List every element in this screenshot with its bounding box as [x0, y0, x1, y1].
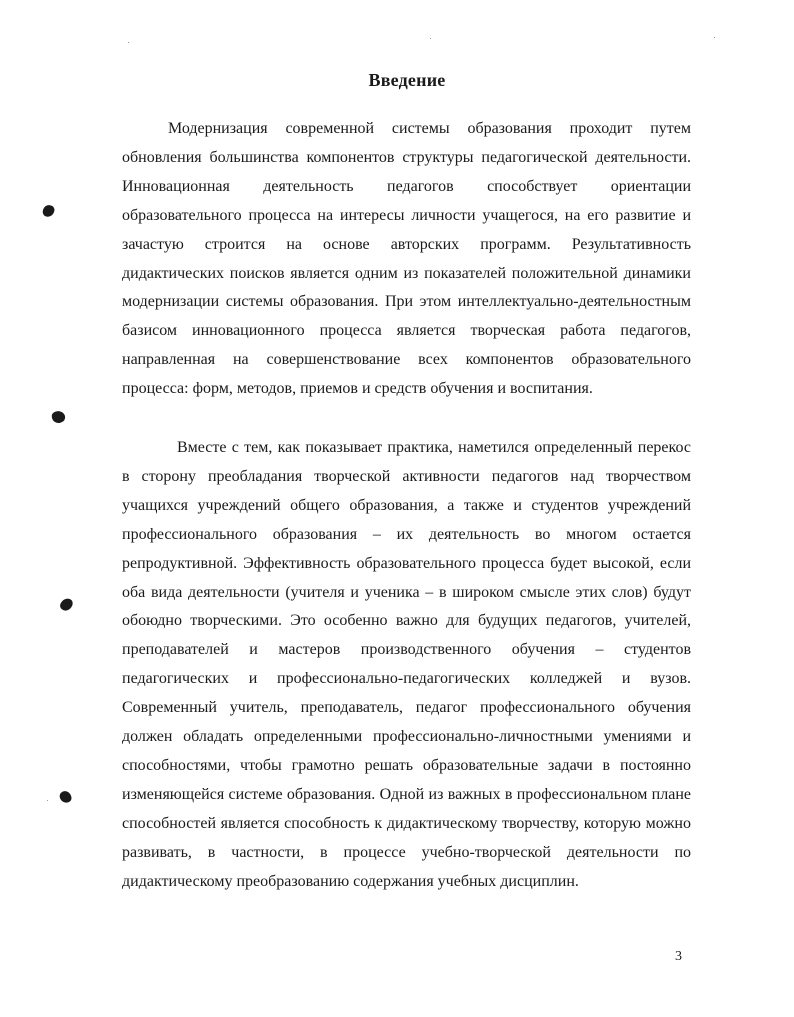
page-number: 3 — [675, 949, 682, 964]
scan-speck — [430, 38, 431, 39]
page-title: Введение — [368, 70, 446, 90]
paragraph-creativity: Вместе с тем, как показывает практика, наметился определенный перекос в сторону преобладания творческой активности педагогов над творчеством учащихся учреждений общего образования, а также и студентов учреждений профессионального образования – их деятельность во многом остается репродуктивной. Эффективность образовательного процесса будет высокой, если оба вида деятельности (учителя и ученика – в широком смысле этих слов) будут обоюдно творческими. Это особенно важно для будущих педагогов, учителей, преподавателей и мастеров производственного обучения – студентов педагогических и профессионально-педагогических колледжей и вузов. Современный учитель, преподаватель, педагог профессионального обучения должен обладать определенными профессионально-личностными умениями и способностями, чтобы грамотно решать образовательные задачи в постоянно изменяющейся системе образования. Одной из важных в профессиональном плане способностей является способность к дидактическому творчеству, которую можно развивать, в частности, в процессе учебно-творческой деятельности по дидактическому преобразованию содержания учебных дисциплин. — [122, 439, 691, 890]
scan-speck — [47, 800, 48, 801]
scan-blot-mark — [41, 203, 55, 218]
paragraph-modernization: Модернизация современной системы образования проходит путем обновления большинства компонентов структуры педагогической деятельности. Инновационная деятельность педагогов способствует ориентации образовательного процесса на интересы личности учащегося, на его развитие и зачастую строится на основе авторских программ. Результативность дидактических поисков является одним из показателей положительной динамики модернизации системы образования. При этом интеллектуально-деятельностным базисом инновационного процесса является творческая работа педагогов, направленная на совершенствование всех компонентов образовательного процесса: форм, методов, приемов и средств обучения и воспитания. — [122, 120, 691, 398]
scan-blot-mark — [51, 410, 67, 425]
scan-blot-mark — [58, 789, 73, 805]
scan-blot-mark — [58, 596, 74, 613]
scan-speck — [714, 37, 715, 38]
scan-speck — [128, 42, 129, 43]
